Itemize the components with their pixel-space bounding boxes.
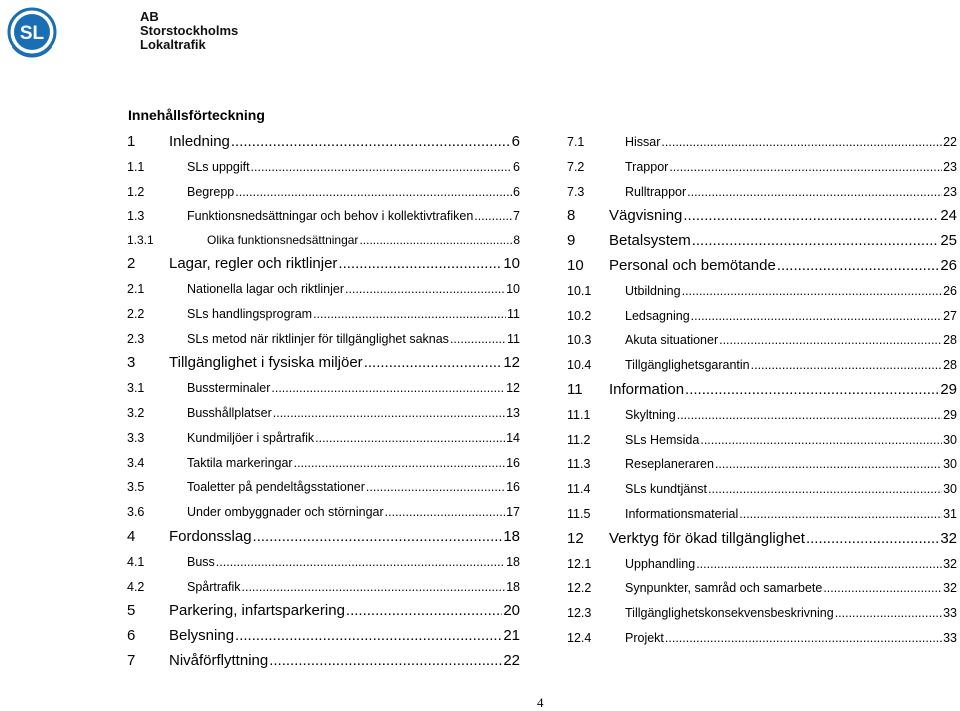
toc-entry-page: 22 [503, 651, 520, 669]
toc-entry-number: 2.1 [127, 281, 145, 296]
toc-entry-page: 11 [507, 331, 520, 346]
toc-dot-leader [385, 500, 505, 525]
toc-dot-leader [806, 527, 939, 552]
toc-entry-page: 14 [506, 430, 520, 445]
toc-entry-number: 11.1 [567, 407, 591, 422]
toc-entry[interactable] [127, 500, 520, 525]
toc-dot-leader [685, 378, 939, 403]
toc-dot-leader [216, 550, 505, 575]
toc-dot-leader [751, 353, 942, 378]
toc-entry-number: 1.2 [127, 184, 145, 199]
toc-entry-title: Kundmiljöer i spårtrafik [187, 430, 315, 445]
toc-entry[interactable] [567, 204, 957, 229]
toc-entry-page: 11 [507, 306, 520, 321]
toc-entry[interactable] [567, 254, 957, 279]
toc-entry-number: 12.1 [567, 556, 592, 571]
toc-entry-title: Fordonsslag [169, 527, 252, 545]
toc-entry[interactable] [567, 304, 957, 329]
toc-entry-number: 12 [567, 529, 584, 547]
toc-entry-page: 33 [943, 606, 957, 621]
toc-dot-leader [235, 624, 502, 649]
toc-entry[interactable] [127, 327, 520, 352]
toc-entry-title: Begrepp [187, 184, 235, 199]
toc-entry-number: 3.6 [127, 505, 145, 520]
toc-dot-leader [366, 475, 505, 500]
toc-entry-number: 9 [567, 232, 576, 250]
toc-entry[interactable] [127, 229, 520, 252]
toc-entry-title: Upphandling [625, 556, 696, 571]
toc-dot-leader [450, 327, 506, 352]
toc-entry-number: 3.5 [127, 480, 145, 495]
toc-entry[interactable] [127, 426, 520, 451]
toc-dot-leader [474, 204, 512, 229]
toc-entry-title: Ledsagning [625, 308, 690, 323]
toc-dot-leader [692, 229, 940, 254]
toc-dot-leader [677, 403, 942, 428]
toc-entry-page: 26 [940, 256, 957, 274]
toc-left-column [127, 130, 520, 674]
toc-entry-title: Busshållplatser [187, 405, 272, 420]
toc-entry-title: SLs Hemsida [625, 432, 700, 447]
toc-entry-title: Hissar [625, 135, 661, 149]
toc-entry[interactable] [127, 376, 520, 401]
toc-entry[interactable] [127, 575, 520, 600]
toc-entry-title: Akuta situationer [625, 333, 719, 348]
toc-entry-title: Betalsystem [609, 232, 691, 250]
logo-text: SL [19, 23, 45, 44]
company-name [140, 10, 238, 52]
toc-entry-title: Nationella lagar och riktlinjer [187, 281, 345, 296]
toc-entry-page: 24 [940, 207, 957, 225]
toc-title: Innehållsförteckning [128, 107, 265, 123]
toc-dot-leader [696, 552, 942, 577]
toc-dot-leader [683, 204, 939, 229]
toc-entry[interactable] [127, 475, 520, 500]
toc-entry-page: 6 [513, 159, 520, 174]
toc-entry[interactable] [567, 180, 957, 205]
toc-entry-title: Reseplaneraren [625, 457, 714, 472]
toc-entry-page: 23 [943, 159, 957, 174]
toc-entry-number: 12.3 [567, 606, 592, 621]
toc-entry-title: SLs metod när riktlinjer för tillgänglighet saknas [187, 331, 449, 346]
sl-logo [6, 6, 128, 58]
toc-entry-title: SLs uppgift [187, 159, 250, 174]
toc-dot-leader [294, 451, 506, 476]
toc-entry-title: Utbildning [625, 283, 681, 298]
toc-entry-title: Parkering, infartsparkering [169, 602, 345, 620]
toc-entry[interactable] [567, 279, 957, 304]
toc-dot-leader [708, 477, 942, 502]
toc-entry-title: Rulltrappor [625, 184, 687, 199]
toc-entry-number: 3.4 [127, 455, 145, 470]
toc-entry-title: Tillgänglighet i fysiska miljöer [169, 354, 363, 372]
toc-entry[interactable] [127, 550, 520, 575]
toc-dot-leader [359, 229, 512, 252]
toc-entry-page: 18 [506, 554, 520, 569]
toc-dot-leader [661, 130, 942, 155]
toc-entry-page: 20 [503, 602, 520, 620]
toc-entry[interactable] [127, 204, 520, 229]
toc-entry-page: 33 [943, 630, 957, 645]
toc-entry-number: 7.2 [567, 159, 585, 174]
toc-entry-page: 27 [943, 308, 957, 323]
toc-dot-leader [242, 575, 506, 600]
toc-entry[interactable] [567, 452, 957, 477]
toc-entry-number: 4.1 [127, 554, 145, 569]
toc-entry[interactable] [567, 328, 957, 353]
toc-entry-title: Bussterminaler [187, 381, 271, 396]
toc-entry-number: 12.4 [567, 630, 592, 645]
toc-entry-page: 23 [943, 184, 957, 199]
page-number: 4 [537, 695, 544, 710]
toc-entry[interactable] [567, 601, 957, 626]
toc-entry-page: 12 [503, 354, 520, 372]
company-line-1: AB [140, 9, 159, 24]
toc-entry[interactable] [567, 130, 957, 155]
toc-entry-page: 6 [511, 133, 520, 150]
toc-entry[interactable] [567, 428, 957, 453]
toc-dot-leader [313, 302, 506, 327]
toc-entry-number: 4.2 [127, 579, 145, 594]
toc-dot-leader [273, 401, 505, 426]
toc-entry[interactable] [127, 599, 520, 624]
toc-dot-leader [231, 130, 511, 155]
toc-entry[interactable] [567, 626, 957, 651]
toc-entry[interactable] [127, 180, 520, 205]
toc-dot-leader [669, 155, 942, 180]
toc-entry-number: 3.3 [127, 430, 145, 445]
toc-entry-page: 28 [943, 358, 957, 373]
toc-entry-number: 7 [127, 651, 136, 669]
toc-dot-leader [719, 328, 942, 353]
toc-entry-title: Informationsmaterial [625, 506, 739, 521]
toc-entry[interactable] [567, 527, 957, 552]
toc-dot-leader [251, 155, 513, 180]
toc-entry-number: 3.2 [127, 405, 145, 420]
toc-entry[interactable] [127, 302, 520, 327]
company-line-3: Lokaltrafik [140, 37, 206, 52]
toc-entry-title: Verktyg för ökad tillgänglighet [609, 529, 805, 547]
toc-entry[interactable] [567, 353, 957, 378]
toc-dot-leader [823, 576, 942, 601]
toc-entry-page: 32 [940, 529, 957, 547]
toc-entry-page: 31 [943, 506, 957, 521]
toc-entry-number: 11 [567, 380, 583, 398]
toc-entry-title: Synpunkter, samråd och samarbete [625, 581, 823, 596]
toc-entry-title: Taktila markeringar [187, 455, 293, 470]
toc-entry-title: Spårtrafik [187, 579, 241, 594]
toc-dot-leader [682, 279, 943, 304]
toc-right-column [567, 130, 957, 651]
toc-dot-leader [691, 304, 942, 329]
toc-entry-title: SLs handlingsprogram [187, 306, 313, 321]
toc-entry[interactable] [567, 477, 957, 502]
toc-entry-title: Nivåförflyttning [169, 651, 269, 669]
toc-entry[interactable] [127, 155, 520, 180]
toc-entry-number: 2.2 [127, 306, 145, 321]
toc-entry-title: Funktionsnedsättningar och behov i kollektivtrafiken [187, 209, 474, 224]
toc-dot-leader [271, 376, 505, 401]
toc-entry[interactable] [127, 649, 520, 674]
toc-dot-leader [739, 502, 942, 527]
toc-dot-leader [253, 525, 503, 550]
toc-entry[interactable] [567, 229, 957, 254]
toc-entry[interactable] [567, 552, 957, 577]
toc-entry-number: 1.3 [127, 209, 145, 224]
toc-entry-page: 30 [943, 432, 957, 447]
toc-entry-number: 5 [127, 602, 136, 620]
toc-entry-number: 11.5 [567, 506, 591, 521]
company-line-2: Storstockholms [140, 23, 239, 38]
toc-dot-leader [700, 428, 942, 453]
toc-entry-page: 8 [513, 233, 520, 248]
toc-dot-leader [346, 599, 502, 624]
toc-entry-number: 4 [127, 527, 136, 545]
toc-entry[interactable] [567, 378, 957, 403]
toc-entry-page: 26 [943, 283, 957, 298]
toc-entry-title: Trappor [625, 159, 669, 174]
toc-entry[interactable] [567, 155, 957, 180]
toc-entry-title: Tillgänglighetsgarantin [625, 358, 750, 373]
toc-dot-leader [315, 426, 505, 451]
toc-entry-title: Inledning [169, 133, 230, 150]
toc-dot-leader [345, 277, 505, 302]
toc-dot-leader [338, 252, 502, 277]
toc-entry-page: 30 [943, 457, 957, 472]
toc-entry-number: 11.2 [567, 432, 591, 447]
toc-entry-number: 1 [127, 133, 136, 150]
toc-entry-page: 18 [503, 527, 520, 545]
toc-entry-page: 16 [506, 455, 520, 470]
toc-entry-title: Skyltning [625, 407, 676, 422]
toc-entry-title: Buss [187, 554, 215, 569]
toc-entry[interactable] [567, 502, 957, 527]
toc-entry-number: 10.2 [567, 308, 592, 323]
toc-entry-title: Under ombyggnader och störningar [187, 505, 384, 520]
toc-entry-number: 6 [127, 627, 136, 645]
toc-dot-leader [665, 626, 942, 651]
toc-entry[interactable] [567, 403, 957, 428]
toc-entry-page: 29 [943, 407, 957, 422]
toc-entry-number: 2.3 [127, 331, 145, 346]
toc-entry-number: 8 [567, 207, 576, 225]
toc-entry-number: 7.3 [567, 184, 585, 199]
toc-dot-leader [715, 452, 942, 477]
toc-entry-title: Toaletter på pendeltågsstationer [187, 480, 365, 495]
toc-dot-leader [364, 351, 503, 376]
toc-entry[interactable] [127, 252, 520, 277]
toc-entry[interactable] [127, 525, 520, 550]
toc-entry[interactable] [127, 451, 520, 476]
toc-entry-number: 10.1 [567, 283, 592, 298]
toc-entry-page: 30 [943, 482, 957, 497]
toc-entry[interactable] [127, 277, 520, 302]
toc-entry-page: 29 [940, 380, 957, 398]
toc-entry-number: 3.1 [127, 381, 145, 396]
toc-entry-number: 10 [567, 256, 584, 274]
toc-entry-title: Lagar, regler och riktlinjer [169, 255, 338, 273]
toc-entry[interactable] [567, 576, 957, 601]
toc-entry-number: 12.2 [567, 581, 592, 596]
toc-dot-leader [235, 180, 512, 205]
toc-entry-page: 16 [506, 480, 520, 495]
toc-entry-number: 7.1 [567, 135, 585, 149]
sl-logo-icon [6, 6, 128, 58]
toc-entry-page: 32 [943, 581, 957, 596]
toc-entry-page: 12 [506, 381, 520, 396]
toc-entry[interactable] [127, 401, 520, 426]
toc-entry-title: Projekt [625, 630, 664, 645]
toc-entry-page: 13 [506, 405, 520, 420]
toc-entry-title: Information [609, 380, 685, 398]
toc-entry-page: 32 [943, 556, 957, 571]
toc-entry-page: 28 [943, 333, 957, 348]
toc-entry[interactable] [127, 624, 520, 649]
toc-entry-number: 11.4 [567, 482, 591, 497]
toc-entry-page: 10 [503, 255, 520, 273]
toc-entry-title: Vägvisning [609, 207, 683, 225]
toc-entry-number: 11.3 [567, 457, 591, 472]
toc-dot-leader [269, 649, 502, 674]
toc-dot-leader [687, 180, 942, 205]
toc-entry-title: Personal och bemötande [609, 256, 776, 274]
toc-entry-page: 17 [506, 505, 520, 520]
toc-entry-page: 22 [943, 135, 957, 149]
toc-entry-page: 18 [506, 579, 520, 594]
toc-entry-title: Olika funktionsnedsättningar [207, 233, 359, 248]
toc-entry[interactable] [127, 130, 520, 155]
toc-entry-number: 3 [127, 354, 136, 372]
toc-entry-page: 7 [513, 209, 520, 224]
toc-entry-number: 10.4 [567, 358, 592, 373]
toc-entry-number: 2 [127, 255, 136, 273]
toc-entry[interactable] [127, 351, 520, 376]
toc-entry-page: 10 [506, 281, 520, 296]
toc-entry-number: 1.1 [127, 159, 145, 174]
toc-entry-title: SLs kundtjänst [625, 482, 707, 497]
toc-entry-title: Belysning [169, 627, 235, 645]
toc-entry-number: 10.3 [567, 333, 592, 348]
toc-dot-leader [835, 601, 942, 626]
toc-entry-title: Tillgänglighetskonsekvensbeskrivning [625, 606, 834, 621]
toc-entry-page: 21 [503, 627, 520, 645]
toc-dot-leader [777, 254, 940, 279]
toc-entry-page: 25 [940, 232, 957, 250]
toc-entry-page: 6 [513, 184, 520, 199]
toc-entry-number: 1.3.1 [127, 233, 154, 248]
